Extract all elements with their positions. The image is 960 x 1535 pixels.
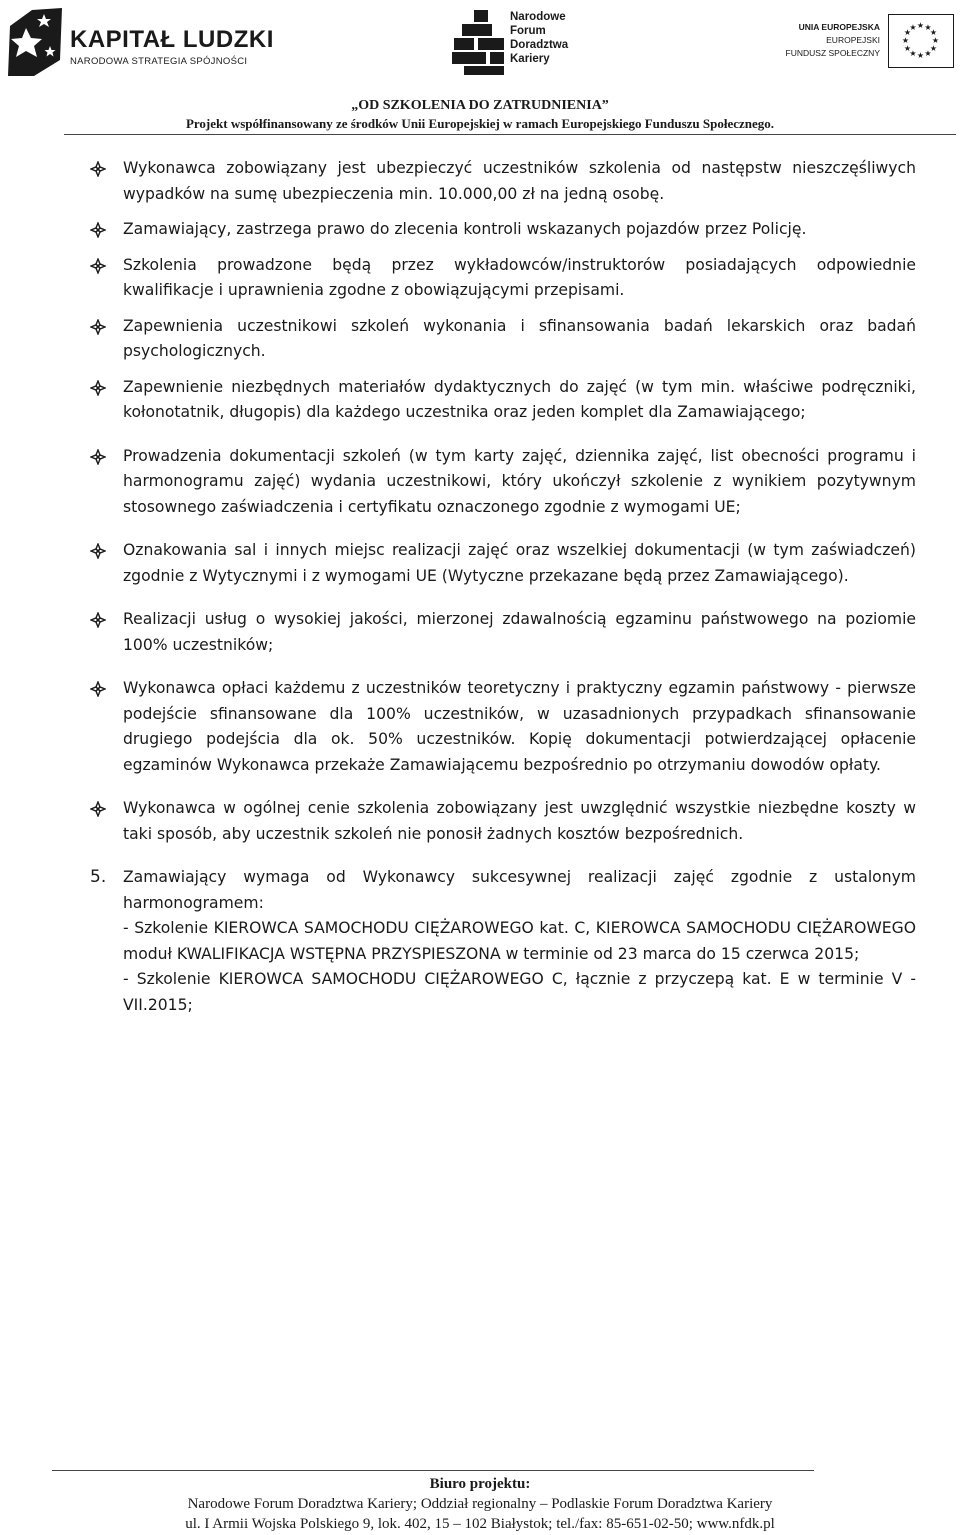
bullet-item bbox=[90, 796, 916, 847]
bullet-text: Wykonawca w ogólnej cenie szkolenia zobowiązany jest uwzględnić wszystkie niezbędne koszty w taki sposób, aby uczestnik szkoleń nie ponosił żadnych kosztów bezpośrednich. bbox=[123, 799, 916, 843]
nfdk-blocks-icon bbox=[450, 8, 508, 76]
diamond-bullet-icon bbox=[90, 801, 106, 817]
diamond-bullet-icon bbox=[90, 380, 106, 396]
nfdk-logo-text bbox=[510, 10, 568, 66]
diamond-bullet-icon bbox=[90, 319, 106, 335]
eu-line-union: UNIA EUROPEJSKA bbox=[798, 22, 880, 32]
footer-organization: Narodowe Forum Doradztwa Kariery; Oddział regionalny – Podlaskie Forum Doradztwa Kariery bbox=[187, 1496, 773, 1512]
kapital-ludzki-logo bbox=[4, 6, 274, 78]
bullet-item bbox=[90, 676, 916, 778]
diamond-bullet-icon bbox=[90, 161, 106, 177]
kapital-ludzki-subtitle: NARODOWA STRATEGIA SPÓJNOŚCI bbox=[70, 56, 248, 67]
footer bbox=[0, 1474, 960, 1534]
bullet-text: Oznakowania sal i innych miejsc realizacji zajęć oraz wszelkiej dokumentacji (w tym zaświadczeń) zgodnie z Wytycznymi i z wymogami UE (Wytyczne przekazane będą przez Zamawiającego). bbox=[123, 541, 916, 585]
svg-text:★: ★ bbox=[929, 28, 938, 37]
diamond-bullet-icon bbox=[90, 449, 106, 465]
svg-text:★: ★ bbox=[924, 49, 932, 58]
bullet-text: Zamawiający, zastrzega prawo do zlecenia kontroli wskazanych pojazdów przez Policję. bbox=[123, 220, 807, 238]
schedule-item: - Szkolenie KIEROWCA SAMOCHODU CIĘŻAROWEGO kat. C, KIEROWCA SAMOCHODU CIĘŻAROWEGO moduł KWALIFIKACJA WSTĘPNA PRZYSPIESZONA w terminie od 23 marca do 15 czerwca 2015; bbox=[123, 919, 916, 963]
bullet-text: Wykonawca opłaci każdemu z uczestników teoretyczny i praktyczny egzamin państwowy - pierwsze podejście sfinansowane dla 100% uczestników, w uzasadnionych przypadkach sfinansowanie drugiego podejścia dla ok. 50% uczestników. Kopię dokumentacji potwierdzającej opłacenie egzaminów Wykonawca przekaże Zamawiającemu bezpośrednio po otrzymaniu dowodów opłaty. bbox=[123, 679, 916, 774]
eu-line-european: EUROPEJSKI bbox=[826, 35, 880, 45]
nfdk-logo bbox=[450, 8, 570, 76]
bullet-text: Realizacji usług o wysokiej jakości, mierzonej zdawalnością egzaminu państwowego na poziomie 100% uczestników; bbox=[123, 610, 916, 654]
bullet-item bbox=[90, 375, 916, 426]
kapital-ludzki-title: KAPITAŁ LUDZKI bbox=[70, 26, 274, 53]
bullet-text: Zapewnienia uczestnikowi szkoleń wykonania i sfinansowania badań lekarskich oraz badań psychologicznych. bbox=[123, 316, 916, 360]
diamond-bullet-icon bbox=[90, 681, 106, 697]
nfdk-line: Doradztwa bbox=[510, 39, 569, 51]
svg-text:★: ★ bbox=[909, 49, 917, 58]
eu-logo-text bbox=[784, 21, 880, 60]
bullet-item bbox=[90, 253, 916, 304]
svg-text:★: ★ bbox=[929, 44, 938, 53]
nfdk-line: Forum bbox=[510, 25, 546, 37]
bullet-item bbox=[90, 607, 916, 658]
bullet-item bbox=[90, 217, 916, 243]
diamond-bullet-icon bbox=[90, 612, 106, 628]
schedule-item: - Szkolenie KIEROWCA SAMOCHODU CIĘŻAROWEGO C, łącznie z przyczepą kat. E w terminie V - VII.2015; bbox=[123, 970, 916, 1014]
eu-logo bbox=[782, 14, 958, 70]
bullet-item bbox=[90, 156, 916, 207]
nfdk-line: Kariery bbox=[510, 53, 550, 65]
bullet-text: Zapewnienie niezbędnych materiałów dydaktycznych do zajęć (w tym min. właściwe podręczniki, kołonotatnik, długopis) dla każdego uczestnika oraz jeden komplet dla Zamawiającego; bbox=[123, 377, 916, 421]
header-divider bbox=[64, 134, 956, 135]
footer-divider bbox=[52, 1470, 814, 1471]
document-body bbox=[90, 156, 916, 1018]
header-logo-bar bbox=[0, 0, 960, 90]
kapital-ludzki-emblem-icon bbox=[4, 6, 66, 78]
diamond-bullet-icon bbox=[90, 543, 106, 559]
section-intro: Zamawiający wymaga od Wykonawcy sukcesywnej realizacji zajęć zgodnie z ustalonym harmonogramem: bbox=[123, 868, 916, 912]
svg-text:★: ★ bbox=[931, 36, 940, 45]
svg-text:★: ★ bbox=[909, 23, 917, 32]
bullet-item bbox=[90, 538, 916, 589]
bullet-text: Wykonawca zobowiązany jest ubezpieczyć uczestników szkolenia od następstw nieszczęśliwych wypadków na sumę ubezpieczenia min. 10.000,00 zł na jedną osobę. bbox=[123, 159, 916, 203]
nfdk-line: Narodowe bbox=[510, 11, 566, 23]
svg-text:★: ★ bbox=[901, 36, 910, 45]
svg-text:★: ★ bbox=[903, 28, 912, 37]
bullet-text: Prowadzenia dokumentacji szkoleń (w tym karty zajęć, dziennika zajęć, list obecności programu i harmonogramu zajęć) wydania uczestnikowi, który ukończył szkolenie z wynikiem pozytywnym stosownego zaświadczenia i certyfikatu oznaczonego zgodnie z wymogami UE; bbox=[123, 446, 916, 516]
bullet-item bbox=[90, 314, 916, 365]
svg-text:★: ★ bbox=[916, 21, 925, 30]
diamond-bullet-icon bbox=[90, 258, 106, 274]
footer-title: Biuro projektu: bbox=[429, 1476, 531, 1492]
svg-text:★: ★ bbox=[916, 51, 925, 60]
bullet-text: Szkolenia prowadzone będą przez wykładowców/instruktorów posiadających odpowiednie kwalifikacje i uprawnienia zgodne z obowiązującymi przepisami. bbox=[123, 255, 916, 299]
svg-text:★: ★ bbox=[903, 44, 912, 53]
section-number: 5. bbox=[90, 867, 107, 887]
footer-address: ul. I Armii Wojska Polskiego 9, lok. 402, 15 – 102 Białystok; tel./fax: 85-651-02-50; www.nfdk.pl bbox=[185, 1516, 775, 1532]
svg-text:★: ★ bbox=[924, 23, 932, 32]
section-5 bbox=[90, 865, 916, 1018]
bullet-item bbox=[90, 444, 916, 521]
project-header bbox=[0, 97, 960, 133]
diamond-bullet-icon bbox=[90, 222, 106, 238]
eu-line-social-fund: FUNDUSZ SPOŁECZNY bbox=[785, 48, 880, 58]
project-name: „OD SZKOLENIA DO ZATRUDNIENIA” bbox=[351, 98, 609, 113]
cofinancing-statement: Projekt współfinansowany ze środków Unii Europejskiej w ramach Europejskiego Funduszu Społecznego. bbox=[185, 116, 775, 131]
eu-flag-icon bbox=[888, 14, 954, 68]
